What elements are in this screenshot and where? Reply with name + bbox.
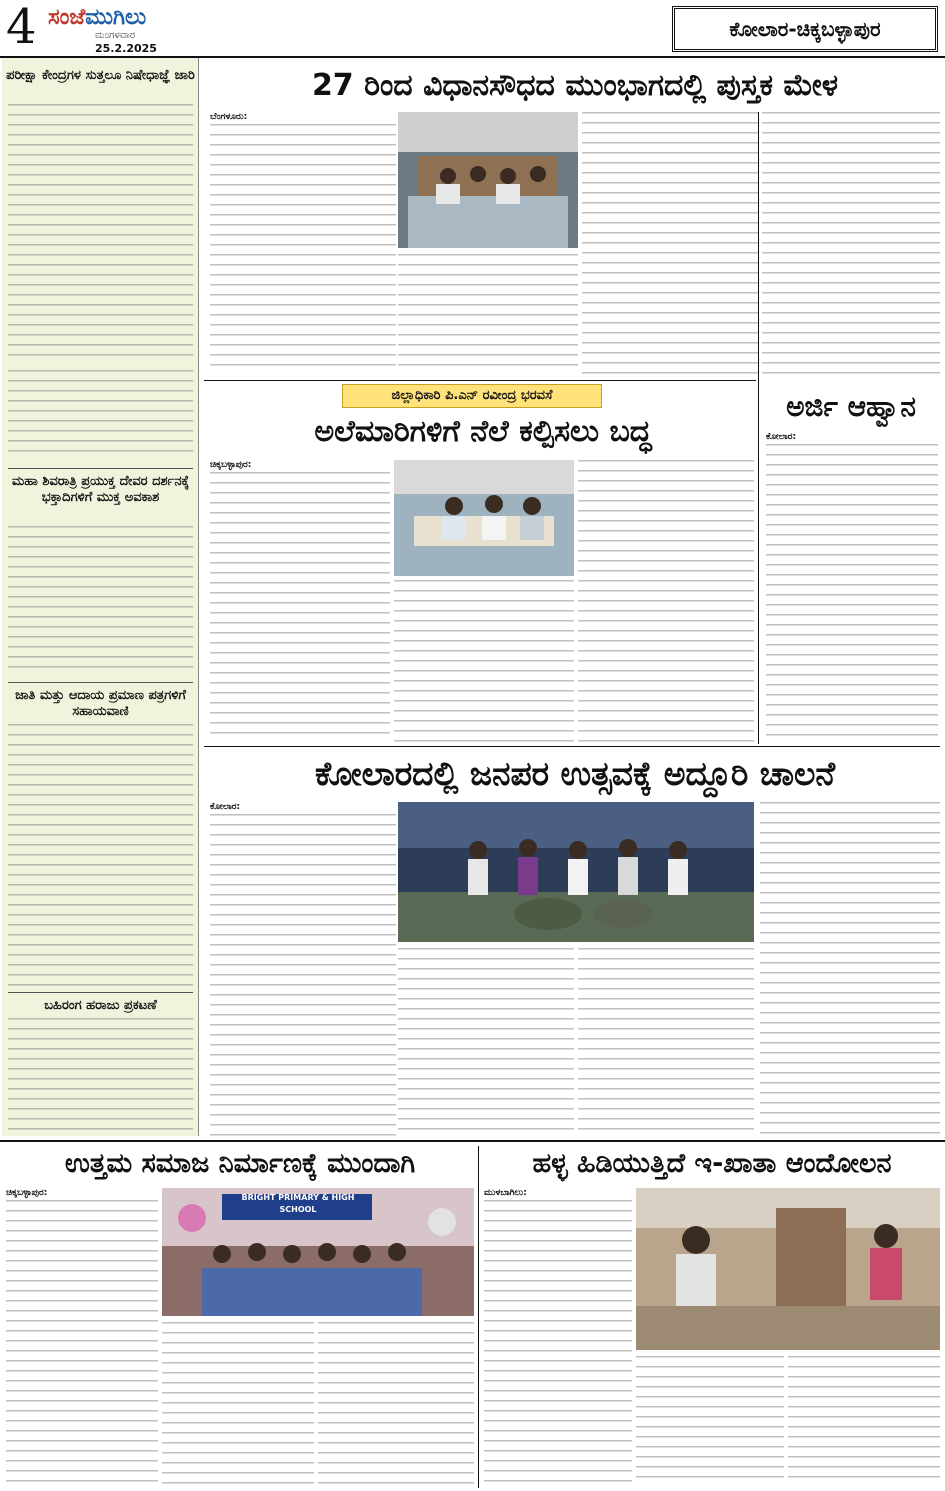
- article-5-text-col-1: [6, 1200, 158, 1486]
- logo-text-1: ಸಂಜೆ: [48, 5, 86, 30]
- newspaper-logo: [48, 4, 218, 32]
- left-divider-1: [8, 468, 193, 469]
- article-1-headline: 27 ರಿಂದ ವಿಧಾನಸೌಧದ ಮುಂಭಾಗದಲ್ಲಿ ಪುಸ್ತಕ ಮೇಳ: [311, 68, 839, 103]
- article-5-byline: ಚಿಕ್ಕಬಳ್ಳಾಪುರ:: [6, 1188, 48, 1198]
- left-article-4-text: [8, 1018, 193, 1130]
- article-4-text-col-3: [578, 948, 754, 1136]
- article-6-text-col-2: [636, 1356, 784, 1486]
- article-5-text-col-3: [318, 1322, 474, 1486]
- masthead-weekday: ಮಂಗಳವಾರ: [95, 30, 136, 41]
- article-2-text-col-3: [578, 460, 754, 742]
- article-2-text-col-2: [394, 580, 574, 742]
- left-article-3-text: [8, 724, 193, 986]
- article-1-bottom-rule: [204, 380, 756, 381]
- stage-event-photo-icon: [398, 802, 754, 942]
- article-5-headline: ಉತ್ತಮ ಸಮಾಜ ನಿರ್ಮಾಣಕ್ಕೆ ಮುಂದಾಗಿ: [64, 1148, 416, 1179]
- left-headline-2: ಮಹಾ ಶಿವರಾತ್ರಿ ಪ್ರಯುಕ್ತ ದೇವರ ದರ್ಶನಕ್ಕೆ ಭಕ್ತಾದಿಗಳಿಗೆ ಮುಕ್ತ ಅವಕಾಶ: [11, 474, 190, 505]
- article-2-headline: ಅಲೆಮಾರಿಗಳಿಗೆ ನೆಲೆ ಕಲ್ಪಿಸಲು ಬದ್ಧ: [314, 414, 652, 449]
- article-3-bottom-rule: [204, 746, 940, 747]
- left-article-1-text: [8, 104, 193, 364]
- article-6-headline: ಹಳ್ಳ ಹಿಡಿಯುತ್ತಿದೆ ಇ-ಖಾತಾ ಆಂದೋಲನ: [532, 1148, 892, 1179]
- masthead-date: 25.2.2025: [95, 42, 157, 55]
- office-photo-icon: [636, 1188, 940, 1350]
- article-3-text: [766, 444, 938, 742]
- article-4-byline: ಕೋಲಾರ:: [210, 802, 241, 812]
- bottom-column-divider: [478, 1146, 479, 1488]
- school-banner-text: BRIGHT PRIMARY & HIGH SCHOOL: [241, 1193, 355, 1214]
- article-4-text-col-1: [210, 814, 396, 1136]
- article-1-text-col-2: [398, 254, 578, 374]
- article-2-text-col-1: [210, 472, 390, 742]
- article-3-left-rule: [758, 112, 759, 744]
- article-5-text-col-2: [162, 1322, 314, 1486]
- left-headline-1: ಪರೀಕ್ಷಾ ಕೇಂದ್ರಗಳ ಸುತ್ತಲೂ ನಿಷೇಧಾಜ್ಞೆ ಜಾರಿ: [6, 68, 195, 83]
- article-2-byline: ಚಿಕ್ಕಬಳ್ಳಾಪುರ:: [210, 460, 252, 470]
- article-2-photo: [394, 460, 574, 576]
- meeting-photo-icon: [398, 112, 578, 248]
- left-divider-3: [8, 992, 193, 993]
- article-1-text-col-3: [582, 112, 758, 374]
- article-3-byline: ಕೋಲಾರ:: [766, 432, 797, 442]
- article-3-headline: ಅರ್ಜಿ ಆಹ್ವಾನ: [786, 390, 916, 423]
- left-headline-3: ಜಾತಿ ಮತ್ತು ಆದಾಯ ಪ್ರಮಾಣ ಪತ್ರಗಳಿಗೆ ಸಹಾಯವಾಣಿ: [15, 688, 186, 719]
- officials-meeting-photo-icon: [394, 460, 574, 576]
- article-2-tagline: ಜಿಲ್ಲಾಧಿಕಾರಿ ಪಿ.ಎನ್ ರವೀಂದ್ರ ಭರವಸೆ: [342, 384, 602, 408]
- article-4-text-col-2: [398, 948, 574, 1136]
- left-headline-4: ಬಹಿರಂಗ ಹರಾಜು ಪ್ರಕಟಣೆ: [44, 998, 157, 1013]
- left-article-2-text: [8, 526, 193, 676]
- left-column: [2, 58, 199, 1136]
- article-1-photo: [398, 112, 578, 248]
- region-label: ಕೋಲಾರ-ಚಿಕ್ಕಬಳ್ಳಾಪುರ: [672, 6, 938, 52]
- page-number: 4: [6, 0, 37, 55]
- article-6-text-col-1: [484, 1200, 632, 1486]
- bottom-section-rule: [0, 1140, 945, 1142]
- article-1-text-col-4: [762, 112, 940, 374]
- left-article-1-text-cont: [8, 370, 193, 460]
- article-4-headline: ಕೋಲಾರದಲ್ಲಿ ಜನಪರ ಉತ್ಸವಕ್ಕೆ ಅದ್ದೂರಿ ಚಾಲನೆ: [314, 754, 836, 793]
- left-divider-2: [8, 682, 193, 683]
- article-4-text-col-4: [760, 802, 940, 1136]
- article-4-photo: [398, 802, 754, 942]
- article-6-text-col-3: [788, 1356, 940, 1486]
- article-6-byline: ಮುಳಬಾಗಿಲು:: [484, 1188, 527, 1198]
- article-1-byline: ಬೆಂಗಳೂರು:: [210, 112, 248, 122]
- article-6-photo: [636, 1188, 940, 1350]
- article-1-text-col-1: [210, 124, 396, 374]
- logo-text-2: ಮುಗಿಲು: [85, 5, 147, 30]
